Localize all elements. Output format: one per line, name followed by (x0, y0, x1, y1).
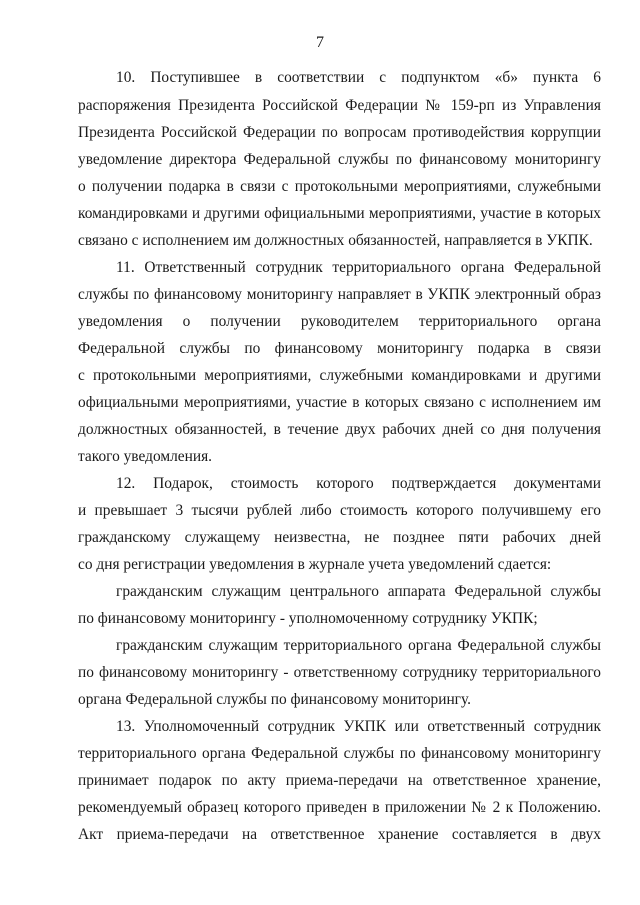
page-number: 7 (316, 34, 324, 51)
subitem-central-line-1: гражданским служащим центрального аппарата Федеральной службы (116, 583, 601, 600)
paragraph-10-line-5: о получении подарка в связи с протокольными мероприятиями, служебными (78, 178, 601, 195)
paragraph-11-line-8: такого уведомления. (78, 448, 212, 465)
paragraph-13-line-5: Акт приема-передачи на ответственное хранение составляется в двух (78, 826, 601, 843)
paragraph-12-line-3: гражданскому служащему неизвестна, не позднее пяти рабочих дней (78, 529, 601, 546)
paragraph-11-line-1: 11. Ответственный сотрудник территориального органа Федеральной (116, 259, 601, 276)
paragraph-10-line-7: связано с исполнением им должностных обязанностей, направляется в УКПК. (78, 232, 593, 249)
paragraph-11-line-3: уведомления о получении руководителем территориального органа (78, 313, 601, 330)
subitem-territorial-line-1: гражданским служащим территориального органа Федеральной службы (116, 637, 601, 654)
paragraph-13-line-1: 13. Уполномоченный сотрудник УКПК или ответственный сотрудник (116, 718, 601, 735)
subitem-territorial-line-2: по финансовому мониторингу - ответственному сотруднику территориального (78, 664, 601, 681)
paragraph-11-line-4: Федеральной службы по финансовому мониторингу подарка в связи (78, 340, 601, 357)
paragraph-10-line-4: уведомление директора Федеральной службы по финансовому мониторингу (78, 151, 601, 168)
paragraph-10-line-1: 10. Поступившее в соответствии с подпунктом «б» пункта 6 (116, 69, 601, 86)
paragraph-12-line-1: 12. Подарок, стоимость которого подтверждается документами (116, 475, 601, 492)
paragraph-11-line-5: с протокольными мероприятиями, служебными командировками и другими (78, 367, 601, 384)
paragraph-11-line-7: должностных обязанностей, в течение двух рабочих дней со дня получения (78, 421, 601, 438)
paragraph-10-line-2: распоряжения Президента Российской Федерации № 159-рп из Управления (78, 97, 601, 114)
subitem-territorial-line-3: органа Федеральной службы по финансовому мониторингу. (78, 691, 472, 708)
paragraph-10-line-6: командировками и другими официальными мероприятиями, участие в которых (78, 205, 601, 222)
subitem-central-line-2: по финансовому мониторингу - уполномоченному сотруднику УКПК; (78, 610, 538, 627)
paragraph-11-line-2: службы по финансовому мониторингу направляет в УКПК электронный образ (78, 286, 601, 303)
paragraph-13-line-2: территориального органа Федеральной службы по финансовому мониторингу (78, 745, 601, 762)
paragraph-10-line-3: Президента Российской Федерации по вопросам противодействия коррупции (78, 124, 601, 141)
paragraph-12-line-4: со дня регистрации уведомления в журнале учета уведомлений сдается: (78, 556, 552, 573)
paragraph-13-line-4: рекомендуемый образец которого приведен в приложении № 2 к Положению. (78, 799, 601, 816)
paragraph-11-line-6: официальными мероприятиями, участие в которых связано с исполнением им (78, 394, 601, 411)
paragraph-12-line-2: и превышает 3 тысячи рублей либо стоимость которого получившему его (78, 502, 601, 519)
paragraph-13-line-3: принимает подарок по акту приема-передачи на ответственное хранение, (78, 772, 601, 789)
